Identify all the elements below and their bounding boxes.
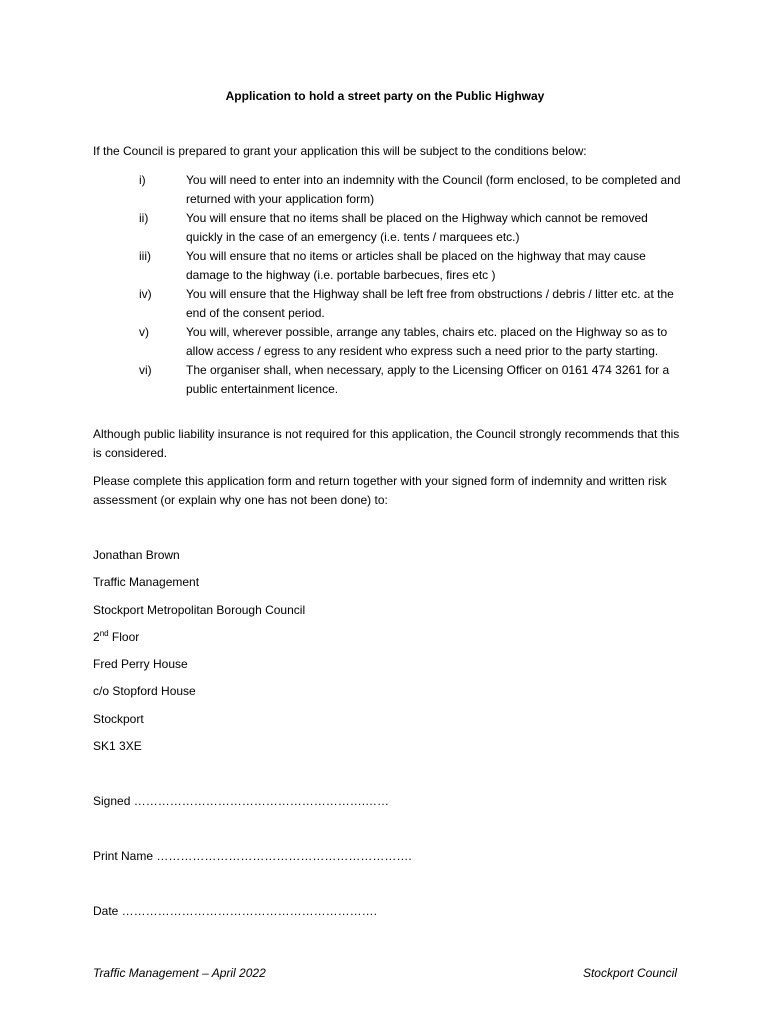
condition-number: vi) bbox=[139, 363, 152, 377]
signed-line[interactable]: Signed ………………………………………………….…… bbox=[93, 794, 390, 808]
condition-number: ii) bbox=[139, 211, 149, 225]
condition-number: iv) bbox=[139, 287, 152, 301]
footer-left: Traffic Management – April 2022 bbox=[93, 966, 266, 980]
intro-paragraph: If the Council is prepared to grant your application this will be subject to the conditions below: bbox=[93, 144, 587, 158]
date-line[interactable]: Date ………………………………………………………. bbox=[93, 904, 378, 918]
condition-item bbox=[93, 323, 693, 361]
address-floor: 2nd Floor bbox=[93, 628, 140, 644]
return-instructions-paragraph: Please complete this application form and return together with your signed form of indemnity and written risk assessment (or explain why one has not been done) to: bbox=[93, 474, 667, 507]
condition-item bbox=[93, 209, 693, 247]
address-town: Stockport bbox=[93, 711, 144, 726]
address-postcode: SK1 3XE bbox=[93, 739, 142, 754]
condition-text: You will ensure that the Highway shall be left free from obstructions / debris / litter etc. at the end of the consent period. bbox=[186, 287, 674, 320]
condition-number: iii) bbox=[139, 249, 151, 263]
address-building: Fred Perry House bbox=[93, 657, 188, 672]
condition-text: You will ensure that no items shall be placed on the Highway which cannot be removed quickly in the case of an emergency (i.e. tents / marquees etc.) bbox=[186, 211, 648, 244]
address-department: Traffic Management bbox=[93, 575, 200, 590]
condition-number: i) bbox=[139, 173, 146, 187]
condition-item bbox=[93, 285, 693, 323]
condition-number: v) bbox=[139, 325, 149, 339]
condition-item bbox=[93, 247, 693, 285]
conditions-list bbox=[93, 171, 693, 399]
condition-text: You will need to enter into an indemnity with the Council (form enclosed, to be completed and returned with your application form) bbox=[186, 173, 681, 206]
document-title: Application to hold a street party on the Public Highway bbox=[225, 89, 545, 103]
condition-item bbox=[93, 361, 693, 399]
address-care-of: c/o Stopford House bbox=[93, 684, 196, 699]
print-name-line[interactable]: Print Name ………………………………………………………. bbox=[93, 849, 412, 863]
address-name: Jonathan Brown bbox=[93, 548, 180, 562]
condition-text: The organiser shall, when necessary, apply to the Licensing Officer on 0161 474 3261 for a public entertainment licence. bbox=[186, 363, 670, 396]
footer-right: Stockport Council bbox=[582, 966, 677, 980]
condition-text: You will ensure that no items or articles shall be placed on the highway that may cause damage to the highway (i.e. portable barbecues, fires etc ) bbox=[186, 249, 646, 282]
insurance-paragraph: Although public liability insurance is not required for this application, the Council strongly recommends that this is considered. bbox=[93, 427, 680, 460]
condition-item bbox=[93, 171, 693, 209]
return-address bbox=[93, 546, 305, 764]
condition-text: You will, wherever possible, arrange any tables, chairs etc. placed on the Highway so as to allow access / egress to any resident who express such a need prior to the party starting. bbox=[186, 325, 668, 358]
address-council: Stockport Metropolitan Borough Council bbox=[93, 602, 306, 617]
